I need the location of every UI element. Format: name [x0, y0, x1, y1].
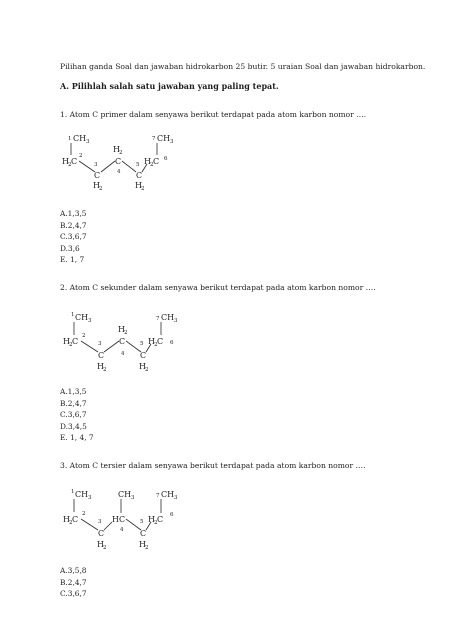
atom-number-5: 5	[140, 519, 144, 525]
atom-number-3: 3	[98, 519, 102, 525]
option-a: A.1,3,5	[60, 387, 87, 396]
h-label: H	[139, 362, 146, 371]
atom-number-2: 2	[79, 153, 83, 159]
h-label: H	[113, 145, 120, 154]
subscript-2: 2	[145, 367, 149, 373]
atom-number-3: 3	[98, 341, 102, 347]
carbon-label: C	[115, 157, 122, 166]
carbon-label: C	[94, 171, 101, 180]
carbon-label: C	[140, 351, 147, 360]
option-c: C.3,6,7	[60, 410, 87, 419]
ch3-label: CH	[75, 490, 89, 499]
h2c-label: H	[63, 337, 70, 346]
ch3-label: CH	[118, 490, 132, 499]
h2c-label: H	[62, 157, 69, 166]
h2c-label: H	[148, 515, 155, 524]
subscript-2: 2	[119, 150, 123, 156]
atom-number-3: 3	[94, 162, 98, 168]
question-1-text: 1. Atom C primer dalam senyawa berikut terdapat pada atom karbon nomor ….	[60, 110, 367, 119]
intro-text: Pilihan ganda Soal dan jawaban hidrokarbon 25 butir. 5 uraian Soal dan jawaban hidrokarbon.	[60, 62, 426, 71]
subscript-2: 2	[68, 162, 72, 168]
atom-number-4: 4	[120, 527, 124, 533]
atom-number-7: 7	[152, 136, 156, 142]
subscript-2: 2	[69, 520, 73, 526]
atom-number-5: 5	[136, 162, 140, 168]
atom-number-4: 4	[117, 169, 121, 175]
option-b: B.2,4,7	[60, 220, 87, 230]
option-b: B.2,4,7	[60, 577, 87, 587]
hc-label: HC	[112, 515, 126, 524]
h2c-label: H	[63, 515, 70, 524]
question-2-text: 2. Atom C sekunder dalam senyawa berikut terdapat pada atom karbon nomor ….	[60, 283, 376, 292]
atom-number-7: 7	[156, 316, 160, 322]
atom-number-1: 1	[71, 312, 75, 318]
structure-q3	[60, 485, 200, 549]
atom-number-5: 5	[140, 341, 144, 347]
atom-number-6: 6	[170, 340, 174, 346]
atom-number-4: 4	[121, 351, 125, 357]
subscript-2: 2	[145, 545, 149, 551]
subscript-3: 3	[88, 495, 92, 501]
bond-line	[126, 341, 141, 352]
subscript-2: 2	[154, 520, 158, 526]
subscript-3: 3	[174, 495, 178, 501]
subscript-2: 2	[150, 162, 154, 168]
subscript-2: 2	[103, 367, 107, 373]
carbon-label: C	[98, 351, 105, 360]
bond-line	[104, 522, 112, 530]
carbon-label: C	[140, 529, 147, 538]
question-2-options	[60, 386, 94, 444]
atom-number-1: 1	[68, 136, 72, 142]
question-3-options	[60, 565, 87, 600]
h-label: H	[118, 325, 125, 334]
structure-q1	[60, 130, 200, 190]
option-d: D.3,4,5	[60, 421, 87, 431]
bond-line	[104, 341, 119, 352]
h-label: H	[93, 181, 100, 190]
ch3-label: CH	[75, 313, 89, 322]
h-label: H	[135, 181, 142, 190]
bond-line	[81, 519, 98, 530]
atom-number-1: 1	[71, 489, 75, 495]
atom-number-6: 6	[170, 512, 174, 518]
carbon-label: C	[98, 529, 105, 538]
h-label: H	[97, 362, 104, 371]
h2c-label: H	[144, 157, 151, 166]
option-b: B.2,4,7	[60, 398, 87, 408]
ch3-label: CH	[73, 134, 87, 143]
question-3-text: 3. Atom C tersier dalam senyawa berikut terdapat pada atom karbon nomor ….	[60, 461, 366, 470]
atom-number-2: 2	[82, 333, 86, 339]
atom-number-7: 7	[156, 493, 160, 499]
carbon-label: C	[72, 337, 79, 346]
structure-q2	[60, 308, 200, 372]
h-label: H	[139, 540, 146, 549]
carbon-label: C	[72, 515, 79, 524]
option-a: A.1,3,5	[60, 209, 87, 218]
subscript-2: 2	[103, 545, 107, 551]
carbon-label: C	[157, 337, 164, 346]
option-d: D.3,6	[60, 243, 80, 253]
section-a-heading: A. Pilihlah salah satu jawaban yang paling tepat.	[60, 81, 279, 91]
subscript-2: 2	[69, 342, 73, 348]
ch3-label: CH	[161, 490, 175, 499]
ch3-label: CH	[161, 313, 175, 322]
subscript-3: 3	[170, 139, 174, 145]
subscript-2: 2	[141, 186, 145, 192]
option-c: C.3,6,7	[60, 589, 87, 598]
option-e: E. 1, 4, 7	[60, 433, 94, 442]
ch3-label: CH	[157, 134, 171, 143]
question-1-options	[60, 208, 87, 266]
option-c: C.3,6,7	[60, 232, 87, 241]
bond-line	[81, 341, 98, 352]
atom-number-6: 6	[164, 156, 168, 162]
subscript-3: 3	[86, 139, 90, 145]
bond-line	[126, 519, 141, 530]
h2c-label: H	[148, 337, 155, 346]
subscript-2: 2	[124, 330, 128, 336]
carbon-label: C	[136, 171, 143, 180]
subscript-2: 2	[99, 186, 103, 192]
bond-line	[79, 161, 95, 172]
subscript-3: 3	[174, 318, 178, 324]
carbon-label: C	[119, 337, 126, 346]
bond-line	[101, 161, 115, 172]
subscript-3: 3	[88, 318, 92, 324]
option-a: A.3,5,8	[60, 566, 87, 575]
carbon-label: C	[71, 157, 78, 166]
carbon-label: C	[153, 157, 160, 166]
option-e: E. 1, 7	[60, 255, 85, 264]
atom-number-2: 2	[82, 511, 86, 517]
subscript-2: 2	[154, 342, 158, 348]
h-label: H	[97, 540, 104, 549]
carbon-label: C	[157, 515, 164, 524]
bond-line	[122, 161, 136, 172]
subscript-3: 3	[131, 495, 135, 501]
